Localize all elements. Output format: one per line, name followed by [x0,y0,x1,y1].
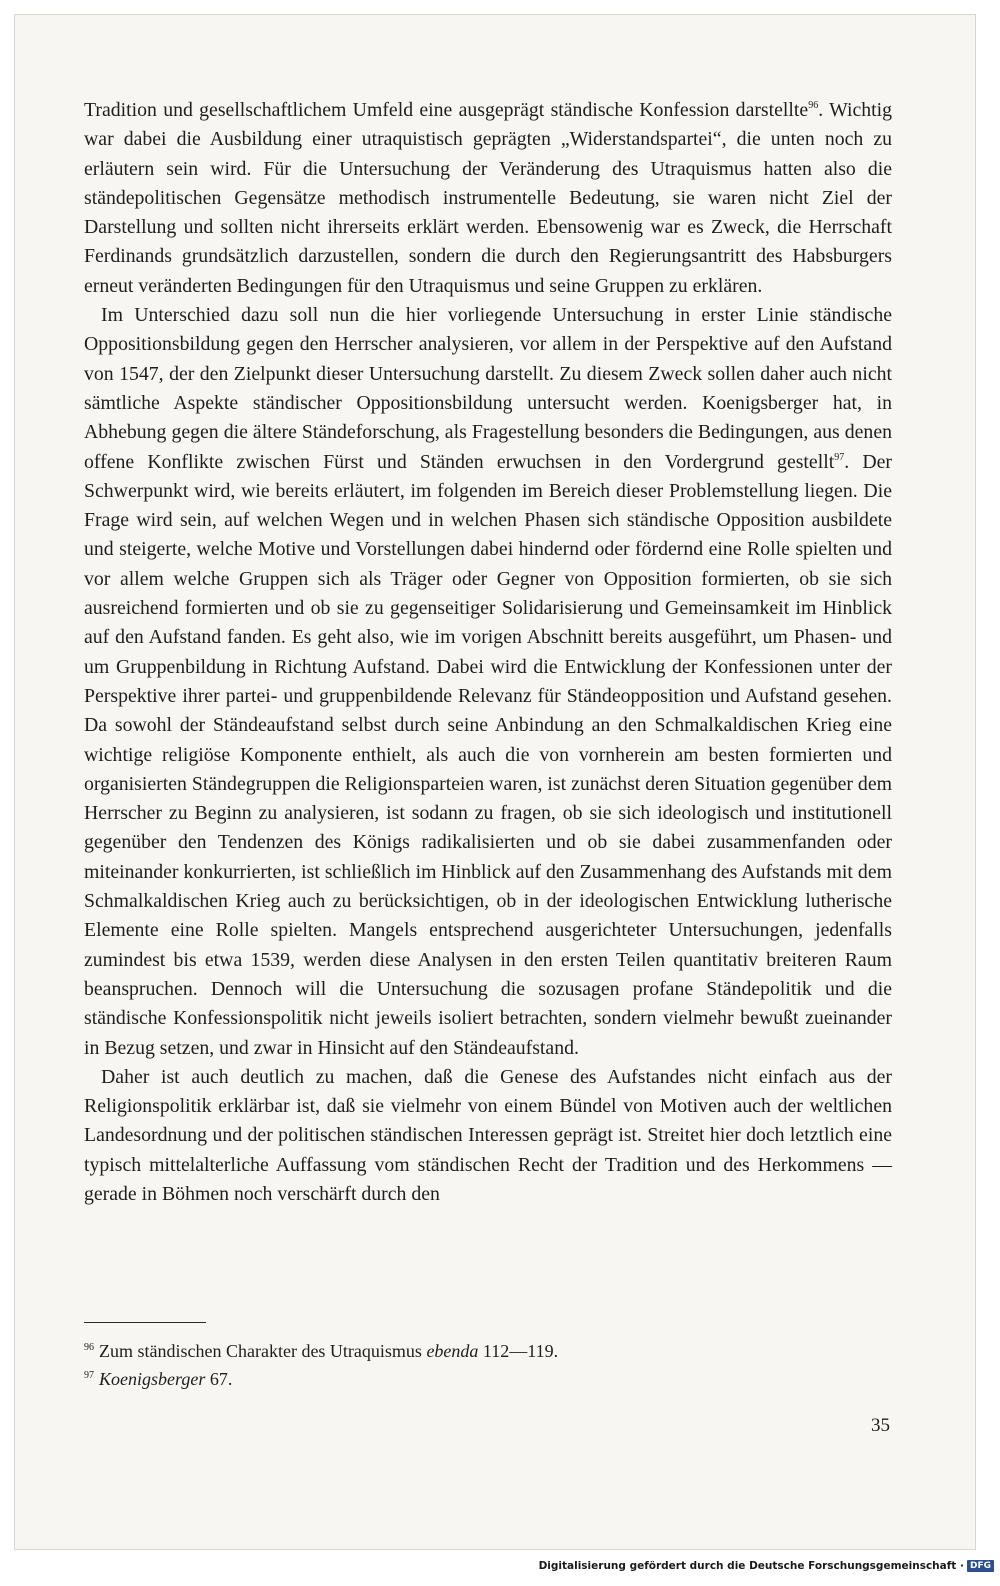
footnote-divider [84,1322,206,1323]
funding-footer [539,1560,994,1572]
footnote-96 [84,1337,892,1365]
paragraph-2 [84,301,892,1063]
footnote-number: 97 [84,1370,94,1381]
paragraph-text-continued: . Wichtig war dabei die Ausbildung einer utraquistisch geprägten „Widerstandspartei“, die unten noch zu erläutern sein wird. Für die Untersuchung der Veränderung des Utraquismus hatten also die ständepolitischen Gegensätze methodisch instrumentelle Bedeutung, sie waren nicht Ziel der Darstellung und sollten nicht ihrerseits erklärt werden. Ebensowenig war es Zweck, die Herrschaft Ferdinands grundsätzlich darzustellen, sondern die durch den Regierungsantritt des Habsburgers erneut veränderten Bedingungen für den Utraquismus und seine Gruppen zu erklären. [84,99,892,297]
paragraph-text: Daher ist auch deutlich zu machen, daß die Genese des Aufstandes nicht einfach aus der Religionspolitik erklärbar ist, daß sie vielmehr von einem Bündel von Motiven auch der weltlichen Landesordnung und der politischen ständischen Interessen geprägt ist. Streitet hier doch letztlich eine typisch mittelalterliche Auffassung vom ständischen Recht der Tradition und des Herkommens — gerade in Böhmen noch verschärft durch den [84,1065,892,1205]
footnote-ref-96[interactable]: 96 [808,100,819,111]
dfg-logo: DFG [967,1560,994,1572]
page-number: 35 [871,1415,890,1436]
paragraph-text: Im Unterschied dazu soll nun die hier vorliegende Untersuchung in erster Linie ständische Oppositionsbildung gegen den Herrscher analysieren, vor allem in der Perspektive auf den Aufstand von 1547, der den Zielpunkt dieser Untersuchung darstellt. Zu diesem Zweck sollen daher auch nicht sämtliche Aspekte ständischer Oppositionsbildung untersucht werden. Koenigsberger hat, in Abhebung gegen die ältere Ständeforschung, als Fragestellung besonders die Bedingungen, aus denen offene Konflikte zwischen Fürst und Ständen erwuchsen in den Vordergrund gestellt [84,304,892,473]
footnote-text-end: 112—119. [478,1341,559,1361]
paragraph-text: Tradition und gesellschaftlichem Umfeld eine ausgeprägt ständische Konfession darstellte [84,99,809,121]
funding-text: Digitalisierung gefördert durch die Deutsche Forschungsgemeinschaft · [538,1560,964,1572]
paragraph-1 [84,96,892,301]
footnote-text-end: 67. [205,1369,233,1389]
footnote-97 [84,1365,892,1393]
footnote-italic: Koenigsberger [99,1369,206,1389]
footnote-italic: ebenda [426,1341,479,1361]
footnote-number: 96 [84,1342,94,1353]
footnote-text: Zum ständischen Charakter des Utraquismus [99,1341,427,1361]
body-text [84,96,892,1209]
footnotes [84,1337,892,1393]
paragraph-text-continued: . Der Schwerpunkt wird, wie bereits erläutert, im folgenden im Bereich dieser Problemstellung liegen. Die Frage wird sein, auf welchen Wegen und in welchen Phasen sich ständische Opposition ausbildete und steigerte, welche Motive und Vorstellungen dabei hindernd oder fördernd eine Rolle spielten und vor allem welche Gruppen sich als Träger oder Gegner von Opposition formierten, ob sie sich ausreichend formierten und ob sie zu gegenseitiger Solidarisierung und Gemeinsamkeit im Hinblick auf den Aufstand fanden. Es geht also, wie im vorigen Abschnitt bereits ausgeführt, um Phasen- und um Gruppenbildung in Richtung Aufstand. Dabei wird die Entwicklung der Konfessionen unter der Perspektive ihrer partei- und gruppenbildende Relevanz für Ständeopposition und Aufstand gesehen. Da sowohl der Ständeaufstand selbst durch seine Anbindung an den Schmalkaldischen Krieg eine wichtige religiöse Komponente enthielt, als auch die von vornherein am besten formierten und organisierten Ständegruppen die Religionsparteien waren, ist zunächst deren Situation gegenüber dem Herrscher zu Beginn zu analysieren, ist sodann zu fragen, ob sie sich ideologisch und institutionell gegenüber den Tendenzen des Königs radikalisierten und ob sie dabei zusammenfanden oder miteinander konkurrierten, ist schließlich im Hinblick auf den Zusammenhang des Aufstands mit dem Schmalkaldischen Krieg auch zu berücksichtigen, ob in der ideologischen Entwicklung lutherische Elemente eine Rolle spielten. Mangels entsprechend ausgerichteter Untersuchungen, jedenfalls zumindest bis etwa 1539, werden diese Analysen in den ersten Teilen quantitativ breiteren Raum beanspruchen. Dennoch will die Untersuchung die sozusagen profane Ständepolitik und die ständische Konfessionspolitik nicht jeweils isoliert betrachten, sondern vielmehr bewußt zueinander in Bezug setzen, und zwar in Hinsicht auf den Ständeaufstand. [84,450,892,1059]
paragraph-3 [84,1063,892,1209]
footnote-ref-97[interactable]: 97 [834,451,845,463]
